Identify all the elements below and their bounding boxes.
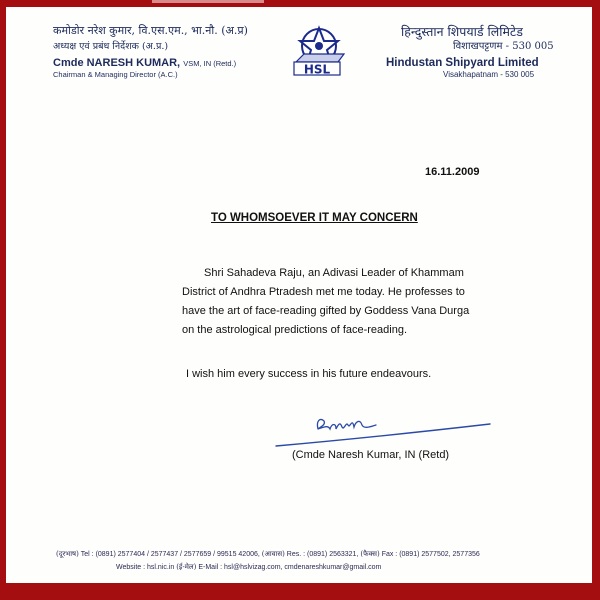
company-name-hindi: हिन्दुस्तान शिपयार्ड लिमिटेड (401, 24, 523, 39)
sender-title-english: Chairman & Managing Director (A.C.) (53, 70, 178, 79)
letter-closing: I wish him every success in his future endeavours. (186, 368, 432, 380)
frame-top-strip (152, 0, 264, 3)
company-name-english: Hindustan Shipyard Limited (386, 57, 539, 69)
sender-name: Cmde NARESH KUMAR, (53, 57, 181, 69)
signature-scrawl (317, 419, 376, 429)
tel-label-hindi: (दूरभाष) (56, 550, 79, 558)
company-city-hindi: विशाखपट्टणम - 530 005 (453, 41, 554, 52)
fax-label-hindi: (फैक्स) (360, 550, 380, 558)
fax-numbers: Fax : (0891) 2577502, 2577356 (381, 551, 480, 558)
letterhead-sender (53, 24, 248, 79)
email-label-hindi: (ई-मेल) (176, 563, 197, 571)
res-label-hindi: (आवास) (261, 550, 285, 558)
logo-wheel (315, 42, 323, 50)
logo-text: HSL (303, 62, 331, 77)
letterhead-company (386, 24, 574, 79)
email-addresses: E-Mail : hsl@hslvizag.com, cmdenareshkumar@gmail.com (198, 564, 382, 571)
handwritten-signature (272, 407, 492, 447)
letter-body-paragraph (182, 264, 494, 340)
hsl-logo-icon (288, 24, 346, 78)
sender-title-hindi: अध्यक्ष एवं प्रबंध निर्देशक (अ.प्र.) (53, 41, 169, 52)
body-line: Shri Sahadeva Raju, an Adivasi Leader of Khammam (204, 267, 464, 279)
tel-numbers: Tel : (0891) 2577404 / 2577437 / 2577659 / 99515 42006, (80, 551, 260, 558)
company-city-english: Visakhapatnam - 530 005 (443, 70, 535, 79)
body-line: on the astrological predictions of face-reading. (182, 324, 408, 336)
footer-contact-phones (56, 550, 480, 559)
signatory-name: (Cmde Naresh Kumar, IN (Retd) (292, 449, 450, 461)
sender-honours: VSM, IN (Retd.) (183, 59, 237, 68)
body-line: have the art of face-reading gifted by Goddess Vana Durga (182, 305, 470, 317)
sender-name-hindi: कमोडोर नरेश कुमार, वि.एस.एम., भा.नौ. (अ.प्र) (53, 24, 248, 37)
footer-contact-web (116, 563, 381, 572)
letter-subject: TO WHOMSOEVER IT MAY CONCERN (211, 212, 418, 224)
logo-base-top (296, 54, 344, 62)
letter-date: 16.11.2009 (425, 166, 480, 178)
body-line: District of Andhra Ptradesh met me today. He professes to (182, 286, 465, 298)
website: Website : hsl.nic.in (116, 564, 175, 571)
letter-page (6, 7, 592, 583)
signature-underline (276, 424, 490, 446)
sender-name-english (53, 57, 248, 69)
res-number: Res. : (0891) 2563321, (286, 551, 359, 558)
